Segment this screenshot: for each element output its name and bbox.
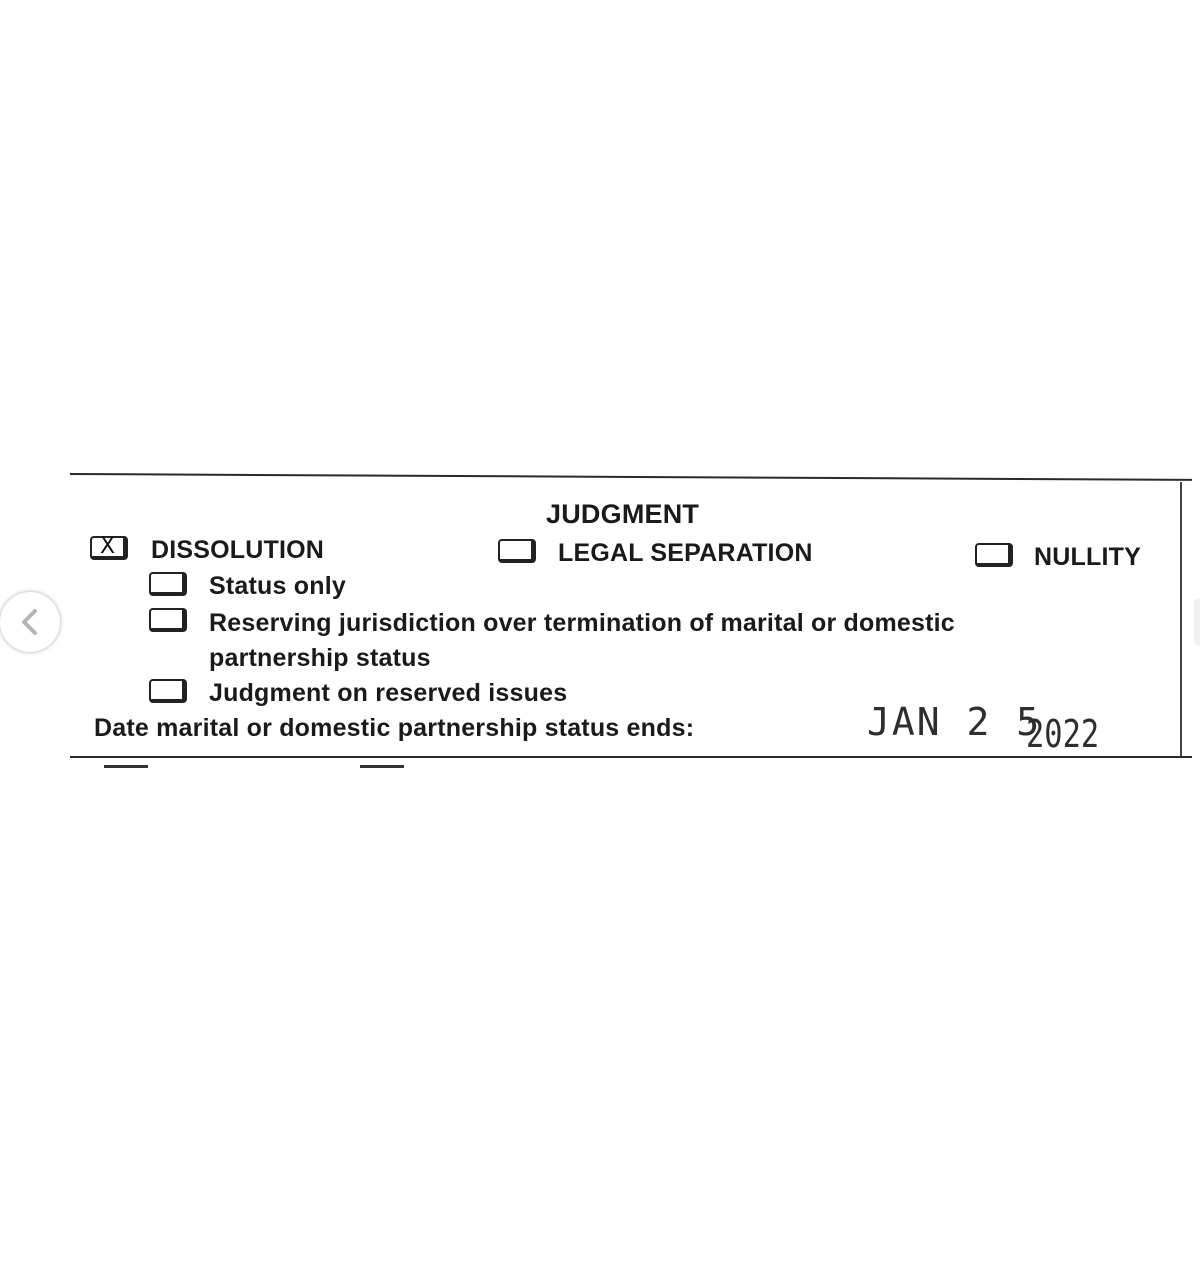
reserving-jurisdiction-checkbox[interactable]: [149, 608, 187, 632]
right-border-line: [1180, 482, 1182, 758]
reserved-issues-checkbox[interactable]: [149, 679, 187, 703]
legal-separation-label: LEGAL SEPARATION: [558, 539, 813, 567]
reserving-jurisdiction-label-line2: partnership status: [209, 644, 431, 672]
nullity-checkbox[interactable]: [975, 543, 1013, 567]
status-only-label: Status only: [209, 572, 346, 600]
status-end-date-label: Date marital or domestic partnership status ends:: [94, 714, 695, 742]
date-stamp-month-day: JAN 2 5: [867, 700, 1042, 744]
cropped-checkbox-top: [104, 765, 148, 768]
date-stamp-year: 2022: [1026, 712, 1100, 756]
reserved-issues-label: Judgment on reserved issues: [209, 679, 568, 707]
judgment-title: JUDGMENT: [546, 499, 700, 529]
cropped-checkbox-top: [360, 765, 404, 768]
legal-separation-checkbox[interactable]: [498, 539, 536, 563]
dissolution-checkbox[interactable]: [90, 533, 128, 560]
status-only-checkbox[interactable]: [149, 572, 187, 596]
chevron-left-icon: [19, 607, 41, 637]
dissolution-label: DISSOLUTION: [151, 536, 325, 564]
previous-image-button[interactable]: [0, 592, 60, 652]
top-border-line: [70, 473, 1192, 481]
bottom-border-line: [70, 756, 1192, 758]
reserving-jurisdiction-label-line1: Reserving jurisdiction over termination of marital or domestic: [209, 609, 955, 637]
nullity-label: NULLITY: [1034, 543, 1141, 571]
check-mark-x: X: [99, 533, 116, 559]
next-image-button[interactable]: [1194, 598, 1200, 646]
